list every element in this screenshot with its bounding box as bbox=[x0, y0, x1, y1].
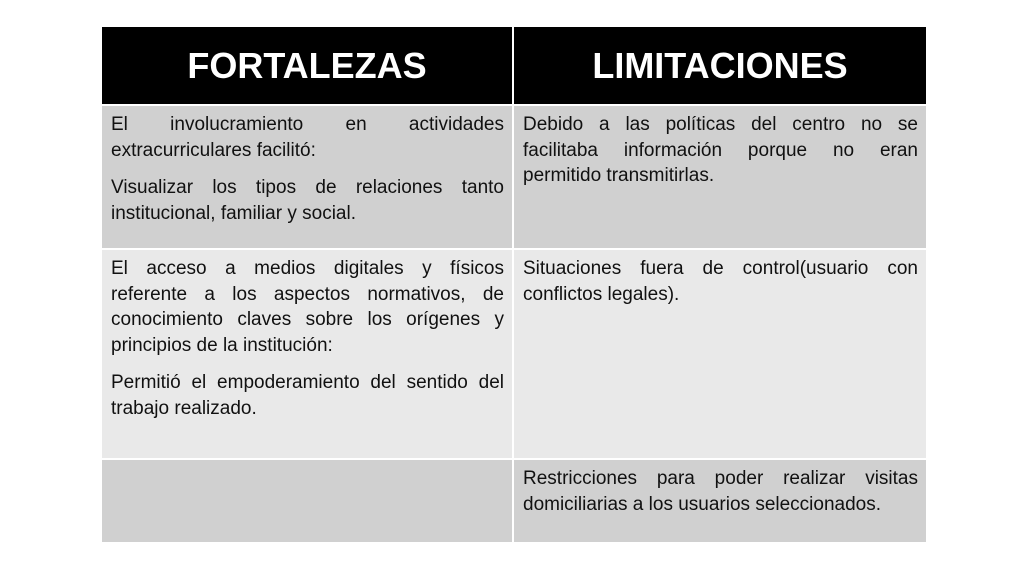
header-limitaciones: LIMITACIONES bbox=[514, 27, 926, 106]
fortalezas-limitaciones-table bbox=[102, 27, 926, 544]
cell-text: El acceso a medios digitales y físicos referente a los aspectos normativos, de conocimiento claves sobre los orígenes y principios de la institución: bbox=[111, 258, 504, 356]
header-fortalezas: FORTALEZAS bbox=[102, 27, 514, 106]
cell-text: El involucramiento en actividades extracurriculares facilitó: bbox=[111, 114, 504, 161]
limitaciones-cell bbox=[514, 106, 926, 250]
fortalezas-cell bbox=[102, 106, 514, 250]
cell-text: Debido a las políticas del centro no se facilitaba información porque no eran permitido transmitirlas. bbox=[523, 114, 918, 186]
limitaciones-cell bbox=[514, 250, 926, 460]
cell-text: Visualizar los tipos de relaciones tanto institucional, familiar y social. bbox=[111, 177, 504, 224]
cell-text: Restricciones para poder realizar visitas domiciliarias a los usuarios seleccionados. bbox=[523, 468, 918, 515]
table-row bbox=[102, 460, 926, 544]
limitaciones-cell bbox=[514, 460, 926, 544]
cell-text: Situaciones fuera de control(usuario con conflictos legales). bbox=[523, 258, 918, 305]
table-row bbox=[102, 250, 926, 460]
fortalezas-cell bbox=[102, 250, 514, 460]
table-row bbox=[102, 106, 926, 250]
cell-text: Permitió el empoderamiento del sentido del trabajo realizado. bbox=[111, 372, 504, 419]
fortalezas-cell-empty bbox=[102, 460, 514, 544]
header-row bbox=[102, 27, 926, 106]
